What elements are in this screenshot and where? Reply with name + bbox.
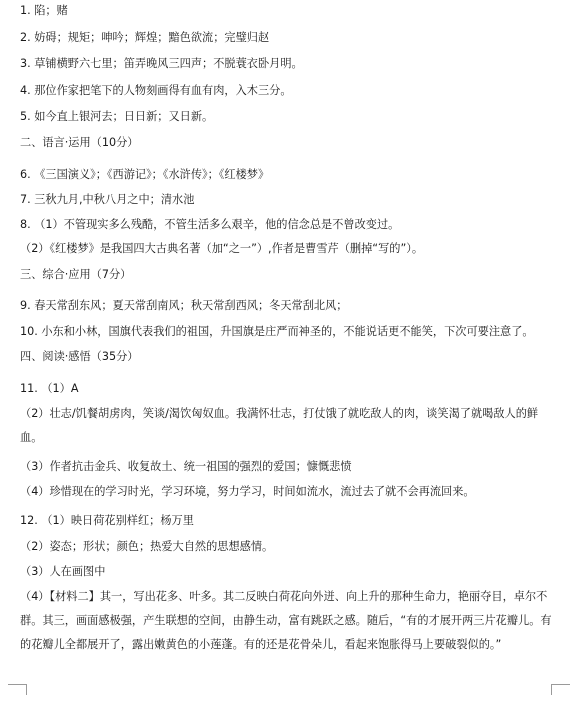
answer-2: 2. 妨碍；规矩；呻吟；辉煌；黯色欲流；完璧归赵: [20, 31, 270, 44]
page-corner-mark-left: [8, 684, 27, 695]
section-heading-4: 四、阅读·感悟（35分）: [20, 350, 139, 363]
answer-12-1: 12. （1）映日荷花别样红；杨万里: [20, 514, 194, 527]
answer-11-4: （4）珍惜现在的学习时光，学习环境，努力学习，时间如流水，流过去了就不会再流回来。: [20, 485, 475, 498]
page-corner-mark-right: [551, 684, 570, 695]
answer-11-2: （2）壮志/饥餐胡虏肉，笑谈/渴饮匈奴血。我满怀壮志，打仗饿了就吃敌人的肉，谈笑渴了就喝敌人的鲜血。: [20, 407, 539, 444]
answer-12-4: （4）【材料二】其一，写出花多、叶多。其二反映白荷花向外迸、向上升的那种生命力，艳丽夺目，卓尔不群。其三，画面感极强，产生联想的空间，由静生动，富有跳跃之感。随后，“有的才展开两三片花瓣儿。有的花瓣儿全都展开了，露出嫩黄色的小莲蓬。有的还是花骨朵儿，看起来饱胀得马上要破裂似的。”: [20, 590, 552, 651]
answer-9: 9. 春天常刮东风；夏天常刮南风；秋天常刮西风；冬天常刮北风；: [20, 299, 348, 312]
answer-12-2: （2）姿态；形状；颜色；热爱大自然的思想感情。: [20, 540, 274, 553]
answer-8-1: 8. （1）不管现实多么残酷，不管生活多么艰辛，他的信念总是不曾改变过。: [20, 218, 400, 231]
answer-6: 6. 《三国演义》；《西游记》；《水浒传》；《红楼梦》: [20, 168, 270, 181]
answer-3: 3. 草铺横野六七里；笛弄晚风三四声；不脱蓑衣卧月明。: [20, 57, 303, 70]
section-heading-2: 二、语言·运用（10分）: [20, 136, 139, 149]
answer-1: 1. 陷；赌: [20, 4, 68, 17]
answer-7: 7. 三秋九月,中秋八月之中；清水池: [20, 193, 195, 206]
answer-11-3: （3）作者抗击金兵、收复故土、统一祖国的强烈的爱国；慷慨悲愤: [20, 460, 352, 473]
answer-10: 10. 小东和小林，国旗代表我们的祖国，升国旗是庄严而神圣的，不能说话更不能笑，下次可要注意了。: [20, 325, 534, 338]
answer-8-2: （2）《红楼梦》是我国四大古典名著（加“之一”）,作者是曹雪芹（删掉“写的”）。: [20, 242, 424, 255]
section-heading-3: 三、综合·应用（7分）: [20, 268, 132, 281]
answer-12-3: （3）人在画图中: [20, 565, 106, 578]
answer-11-1: 11. （1）A: [20, 382, 79, 395]
answer-4: 4. 那位作家把笔下的人物刻画得有血有肉，入木三分。: [20, 84, 292, 97]
answer-5: 5. 如今直上银河去；日日新；又日新。: [20, 110, 214, 123]
